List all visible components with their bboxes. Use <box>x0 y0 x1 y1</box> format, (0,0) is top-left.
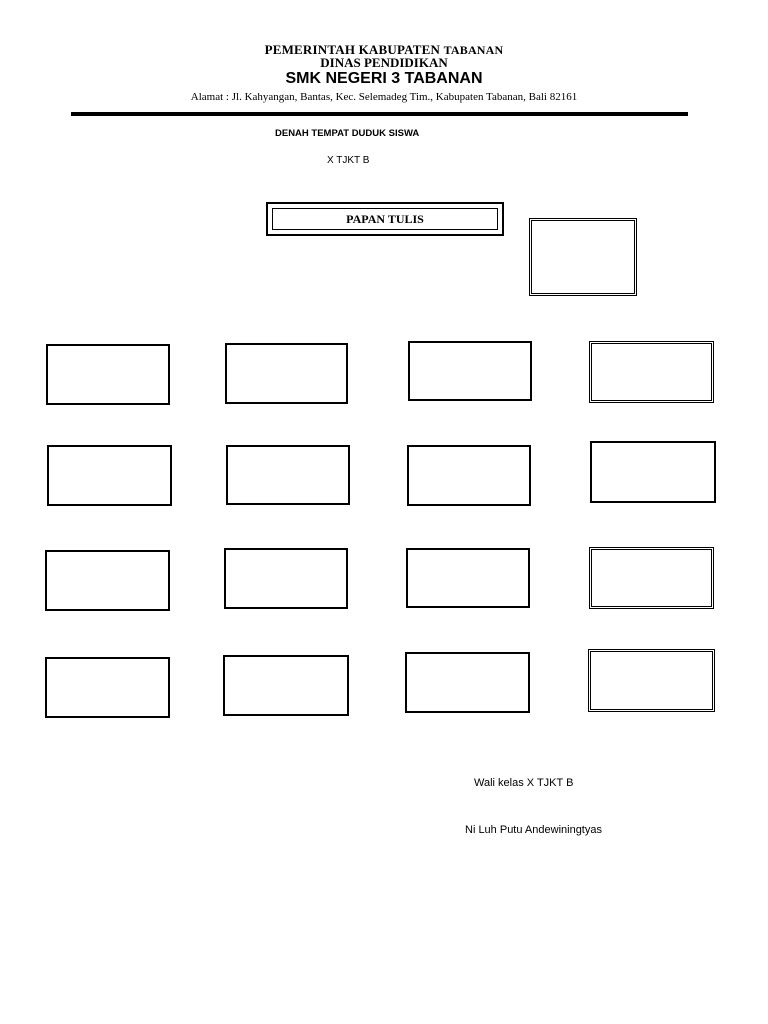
student-desk <box>407 445 531 506</box>
document-title: DENAH TEMPAT DUDUK SISWA <box>275 128 420 139</box>
student-desk <box>589 547 714 609</box>
header-department: DINAS PENDIDIKAN <box>320 55 448 70</box>
school-address: Alamat : Jl. Kahyangan, Bantas, Kec. Selemadeg Tim., Kabupaten Tabanan, Bali 82161 <box>190 91 578 103</box>
school-name: SMK NEGERI 3 TABANAN <box>285 70 483 87</box>
student-desk <box>408 341 532 401</box>
homeroom-teacher-role: Wali kelas X TJKT B <box>474 777 574 789</box>
whiteboard-label: PAPAN TULIS <box>272 208 498 230</box>
student-desk <box>588 649 715 712</box>
header-government-main: PEMERINTAH KABUPATEN <box>264 42 441 57</box>
student-desk <box>45 657 170 718</box>
student-desk <box>46 344 170 405</box>
student-desk <box>589 341 714 403</box>
student-desk <box>223 655 349 716</box>
student-desk <box>406 548 530 608</box>
homeroom-teacher-name: Ni Luh Putu Andewiningtyas <box>465 824 602 836</box>
teacher-desk <box>529 218 637 296</box>
header-divider <box>71 112 688 116</box>
student-desk <box>405 652 530 713</box>
student-desk <box>224 548 348 609</box>
header-government-region: TABANAN <box>443 43 504 57</box>
student-desk <box>45 550 170 611</box>
student-desk <box>47 445 172 506</box>
whiteboard <box>266 202 504 236</box>
student-desk <box>226 445 350 505</box>
student-desk <box>590 441 716 503</box>
class-label: X TJKT B <box>327 155 370 166</box>
student-desk <box>225 343 348 404</box>
